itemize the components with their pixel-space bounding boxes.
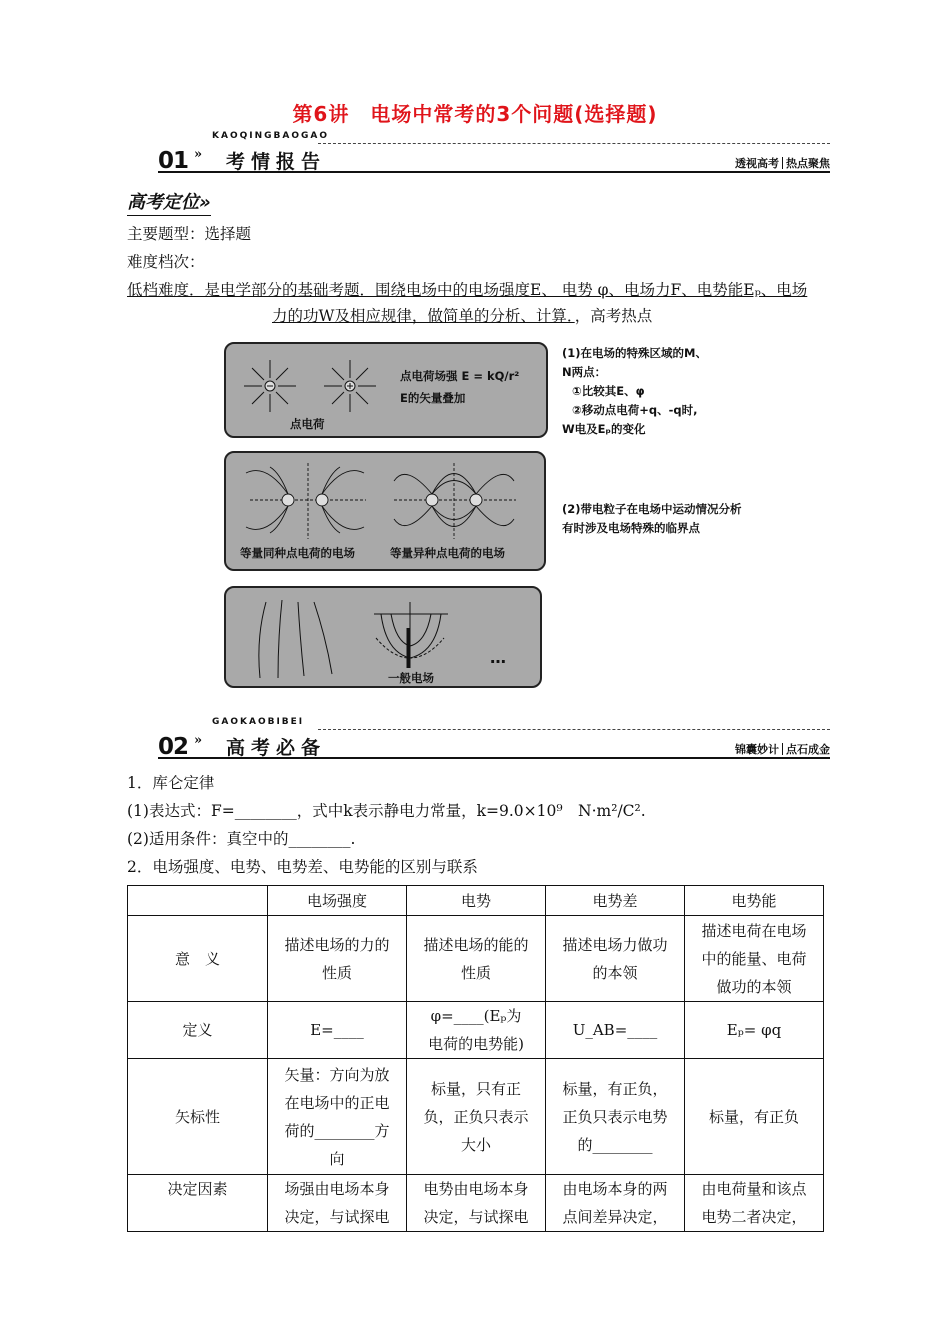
more-dots: … [490,648,506,667]
tagline-b: 点石成金 [786,743,830,756]
table-cell: 由电荷量和该点 电势二者决定， [685,1175,824,1232]
item-condition: (2)适用条件：真空中的________. [127,830,356,848]
note1-line: N两点： [562,365,607,379]
note1-line: ②移动点电荷+q、-q时, [572,403,698,417]
section-rule [158,171,830,173]
formula-label-text: 点电荷场强 [400,369,458,383]
table-cell [128,886,268,916]
section-number: 02 [158,734,189,760]
section-pinyin: GAOKAOBIBEI [212,717,305,727]
section-rule [158,757,830,759]
tagline-b: 热点聚焦 [786,157,830,170]
row-label: 定义 [128,1002,268,1059]
table-header: 电势能 [685,886,824,916]
subheading-text: 高考定位 [127,192,199,213]
table-cell: 描述电场的能的 性质 [407,916,546,1002]
section-pinyin: KAOQINGBAOGAO [212,131,329,141]
section-tagline [735,741,830,757]
note1-line: W电及Eₚ的变化 [562,422,646,436]
unlike-charges-caption: 等量异种点电荷的电场 [390,546,505,560]
table-cell: 描述电荷在电场 中的能量、电荷 做功的本领 [685,916,824,1002]
table-cell: 标量，有正负 [685,1059,824,1175]
point-charge-caption: 点电荷 [290,417,325,431]
note2-line: 有时涉及电场特殊的临界点 [562,521,700,535]
section-heading: 考情报告 [226,151,327,173]
table-header: 电势 [407,886,546,916]
equal-charges-panel [224,451,546,571]
section-banner-1 [158,131,830,174]
item-coulomb: 1．库仑定律 [127,774,215,792]
general-field-diagram [226,588,540,686]
section-tagline [735,155,830,171]
table-cell: 标量，只有正 负，正负只表示 大小 [407,1059,546,1175]
table-cell: Eₚ= φq [685,1002,824,1059]
table-row [128,1175,824,1232]
table-cell: 由电场本身的两 点间差异决定， [546,1175,685,1232]
superposition-text: E的矢量叠加 [400,391,466,405]
comparison-table [127,885,824,1232]
table-cell: 电势由电场本身 决定，与试探电 [407,1175,546,1232]
table-cell: 描述电场的力的 性质 [268,916,407,1002]
difficulty-tail: ，高考热点 [574,307,653,325]
row-label: 矢标性 [128,1059,268,1175]
subheading: 高考定位» [127,188,211,214]
table-cell: 矢量：方向为放 在电场中的正电 荷的________方 向 [268,1059,407,1175]
tagline-a: 锦囊妙计 [735,743,779,756]
main-type: 主要题型：选择题 [127,225,252,243]
general-field-panel [224,586,542,688]
difficulty-text-2-wrap [272,304,652,328]
side-note-1 [562,344,707,439]
side-note-2 [562,500,742,538]
chevron-icon: » [194,733,203,748]
table-row [128,916,824,1002]
note1-line: (1)在电场的特殊区域的M、 [562,346,707,360]
item-comparison: 2．电场强度、电势、电势差、电势能的区别与联系 [127,858,478,876]
section-heading: 高考必备 [226,737,327,759]
point-charge-diagram [226,344,546,436]
difficulty-text-1: 低档难度．是电学部分的基础考题．围绕电场中的电场强度E、 电势 φ、电场力F、电势能Eₚ、电场 [127,281,808,299]
table-cell: 描述电场力做功 的本领 [546,916,685,1002]
table-row [128,1002,824,1059]
table-row [128,1059,824,1175]
item-expression: (1)表达式：F=________，式中k表示静电力常量，k=9.0×10⁹ N·m²/C². [127,802,646,820]
note1-line: ①比较其E、φ [572,384,645,398]
difficulty-text-2: 力的功W及相应规律，做简单的分析、计算． [272,307,575,325]
page-title: 第6讲 电场中常考的3个问题(选择题) [292,102,658,126]
table-cell: 标量，有正负， 正负只表示电势 的________ [546,1059,685,1175]
table-header-row [128,886,824,916]
table-cell: 场强由电场本身 决定，与试探电 [268,1175,407,1232]
dashed-divider [318,729,830,730]
row-label: 决定因素 [128,1175,268,1232]
note2-line: (2)带电粒子在电场中运动情况分析 [562,502,742,516]
table-cell: φ=____(Eₚ为 电荷的电势能) [407,1002,546,1059]
chevron-icon: » [194,147,203,162]
point-charge-panel [224,342,548,438]
general-field-caption: 一般电场 [388,671,434,685]
table-header: 电势差 [546,886,685,916]
row-label: 意 义 [128,916,268,1002]
like-charges-caption: 等量同种点电荷的电场 [240,546,355,560]
table-cell: E=____ [268,1002,407,1059]
table-header: 电场强度 [268,886,407,916]
tagline-a: 透视高考 [735,157,779,170]
section-number: 01 [158,148,189,174]
section-banner-2 [158,717,830,760]
difficulty-label: 难度档次： [127,253,205,271]
dashed-divider [318,143,830,144]
table-cell: U_AB=____ [546,1002,685,1059]
formula-label: 点电荷场强 E = kQ/r² [400,369,520,383]
